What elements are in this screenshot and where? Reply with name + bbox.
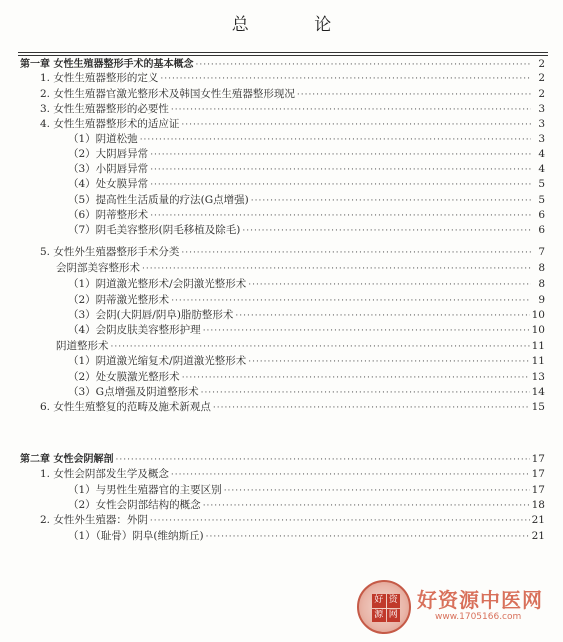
toc-page-number: 18 — [531, 499, 545, 511]
toc-entry — [68, 224, 545, 238]
toc-entry-label: 3. 女性生殖器整形的必要性 — [40, 103, 169, 115]
seal-char: 好 — [372, 594, 386, 608]
toc-entry-label: 2. 女性生殖器官激光整形术及韩国女性生殖器整形现况 — [40, 88, 295, 100]
toc-page-number: 17 — [531, 453, 545, 465]
toc-leader-dots — [201, 387, 530, 400]
toc-entry-label: （3）会阴(大阴唇/阴阜)脂肪整形术 — [68, 309, 234, 321]
toc-entry — [68, 355, 545, 369]
toc-entry-label: 1. 女性生殖器整形的定义 — [40, 72, 159, 84]
toc-entry-label: （2）阴蒂激光整形术 — [68, 294, 170, 306]
toc-leader-dots — [150, 164, 531, 177]
toc-entry-label: （1）阴道激光整形术/会阴激光整形术 — [68, 278, 247, 290]
toc-entry-label: （4）处女膜异常 — [68, 178, 149, 190]
toc-entry — [68, 178, 545, 192]
toc-leader-dots — [150, 515, 530, 528]
toc-entry-label: （5）提高性生活质量的疗法(G点增强) — [68, 194, 249, 206]
toc-entry — [40, 118, 545, 132]
toc-page-number: 3 — [538, 133, 545, 145]
toc-page-number: 7 — [538, 246, 545, 258]
title-rule-bottom — [18, 55, 548, 56]
toc-entry-label: 1. 女性会阴部发生学及概念 — [40, 468, 169, 480]
toc-leader-dots — [213, 402, 530, 415]
toc-entry-label: （1）（耻骨）阴阜(维纳斯丘) — [68, 530, 204, 542]
toc-entry — [68, 530, 545, 544]
toc-entry — [40, 246, 545, 260]
toc-leader-dots — [150, 210, 531, 223]
toc-page-number: 5 — [538, 194, 545, 206]
toc-page-number: 13 — [531, 371, 545, 383]
toc-leader-dots — [181, 119, 531, 132]
toc-entry-label: 第一章 女性生殖器整形手术的基本概念 — [20, 59, 194, 70]
toc-page-number: 17 — [531, 484, 545, 496]
toc-page-number: 2 — [538, 72, 545, 84]
toc-entry — [68, 386, 545, 400]
seal-char: 网 — [387, 609, 401, 623]
toc-entry — [68, 278, 545, 292]
toc-entry — [68, 324, 545, 338]
seal-char: 源 — [372, 609, 386, 623]
toc-leader-dots — [248, 356, 529, 369]
toc-page-number: 3 — [538, 118, 545, 130]
toc-leader-dots — [248, 279, 531, 292]
toc-entry — [68, 133, 545, 147]
toc-entry-label: 6. 女性生殖整复的范畴及施术新观点 — [40, 401, 211, 413]
toc-chapter-entry — [20, 453, 545, 467]
toc-entry-label: 会阴部美容整形术 — [56, 262, 140, 274]
toc-entry-label: （6）阴蒂整形术 — [68, 209, 149, 221]
toc-page-number: 15 — [531, 401, 545, 413]
toc-page-number: 10 — [531, 324, 545, 336]
toc-entry-label: （1）阴道松弛 — [68, 133, 138, 145]
toc-page-number: 9 — [538, 294, 545, 306]
toc-page-number: 8 — [538, 278, 545, 290]
toc-leader-dots — [171, 295, 531, 308]
toc-entry-label: （2）处女膜激光整形术 — [68, 371, 180, 383]
toc-entry — [40, 103, 545, 117]
toc-entry-label: （3）G点增强及阴道整形术 — [68, 386, 199, 398]
toc-entry — [40, 468, 545, 482]
toc-leader-dots — [171, 104, 531, 117]
toc-leader-dots — [150, 149, 531, 162]
toc-entry-label: （4）会阴皮肤美容整形护理 — [68, 324, 201, 336]
page-title: 总 论 — [231, 15, 362, 35]
watermark — [357, 580, 557, 638]
toc-entry-label: （1）与男性生殖器官的主要区别 — [68, 484, 222, 496]
toc-page-number: 11 — [531, 355, 545, 367]
toc-entry — [40, 514, 545, 528]
toc-entry-label: 阴道整形术 — [56, 340, 109, 352]
toc-entry-label: （2）大阴唇异常 — [68, 148, 149, 160]
toc-leader-dots — [195, 59, 531, 72]
toc-page-number: 2 — [538, 58, 545, 70]
toc-entry — [68, 309, 545, 323]
toc-page-number: 10 — [531, 309, 545, 321]
seal-char: 资 — [387, 594, 401, 608]
toc-entry — [68, 499, 545, 513]
toc-entry-label: 4. 女性生殖器整形术的适应证 — [40, 118, 180, 130]
toc-leader-dots — [115, 454, 529, 467]
title-rule-top — [18, 52, 548, 53]
toc-page-number: 14 — [531, 386, 545, 398]
toc-leader-dots — [203, 500, 530, 513]
toc-page-number: 2 — [538, 88, 545, 100]
toc-entry — [56, 262, 545, 276]
toc-leader-dots — [160, 73, 531, 86]
toc-leader-dots — [142, 263, 531, 276]
toc-leader-dots — [140, 134, 531, 147]
toc-entry-label: （7）阴毛美容整形(阴毛移植及除毛) — [68, 224, 241, 236]
toc-page-number: 21 — [531, 514, 545, 526]
toc-entry — [68, 371, 545, 385]
toc-leader-dots — [182, 372, 530, 385]
toc-entry-label: 第二章 女性会阴解剖 — [20, 454, 114, 465]
toc-leader-dots — [203, 325, 530, 338]
toc-entry — [40, 72, 545, 86]
toc-leader-dots — [297, 89, 531, 102]
toc-page-number: 5 — [538, 178, 545, 190]
toc-entry — [68, 209, 545, 223]
watermark-seal-icon — [357, 580, 411, 634]
toc-page-number: 4 — [538, 148, 545, 160]
toc-page-number: 21 — [531, 530, 545, 542]
toc-leader-dots — [111, 341, 530, 354]
toc-leader-dots — [171, 469, 530, 482]
toc-entry — [40, 88, 545, 102]
toc-entry — [68, 163, 545, 177]
toc-leader-dots — [150, 179, 531, 192]
toc-leader-dots — [235, 310, 529, 323]
toc-entry-label: （2）女性会阴部结构的概念 — [68, 499, 201, 511]
toc-leader-dots — [242, 225, 531, 238]
toc-entry — [40, 401, 545, 415]
toc-page-number: 8 — [538, 262, 545, 274]
toc-entry — [68, 294, 545, 308]
toc-entry — [68, 194, 545, 208]
toc-page-number: 3 — [538, 103, 545, 115]
toc-leader-dots — [181, 247, 531, 260]
toc-leader-dots — [251, 195, 531, 208]
toc-entry — [56, 340, 545, 354]
toc-page-number: 6 — [538, 209, 545, 221]
toc-chapter-entry — [20, 58, 545, 72]
toc-entry-label: （1）阴道激光缩复术/阴道激光整形术 — [68, 355, 247, 367]
watermark-name: 好资源中医网 — [417, 588, 543, 612]
toc-entry — [68, 484, 545, 498]
toc-entry — [68, 148, 545, 162]
toc-entry-label: 5. 女性外生殖器整形手术分类 — [40, 246, 180, 258]
toc-page-number: 11 — [531, 340, 545, 352]
toc-page-number: 6 — [538, 224, 545, 236]
watermark-url: www.1705166.com — [435, 612, 522, 622]
toc-leader-dots — [206, 531, 530, 544]
toc-page-number: 4 — [538, 163, 545, 175]
toc-entry-label: （3）小阴唇异常 — [68, 163, 149, 175]
toc-leader-dots — [224, 485, 530, 498]
toc-entry-label: 2. 女性外生殖器：外阴 — [40, 514, 148, 526]
toc-page-number: 17 — [531, 468, 545, 480]
